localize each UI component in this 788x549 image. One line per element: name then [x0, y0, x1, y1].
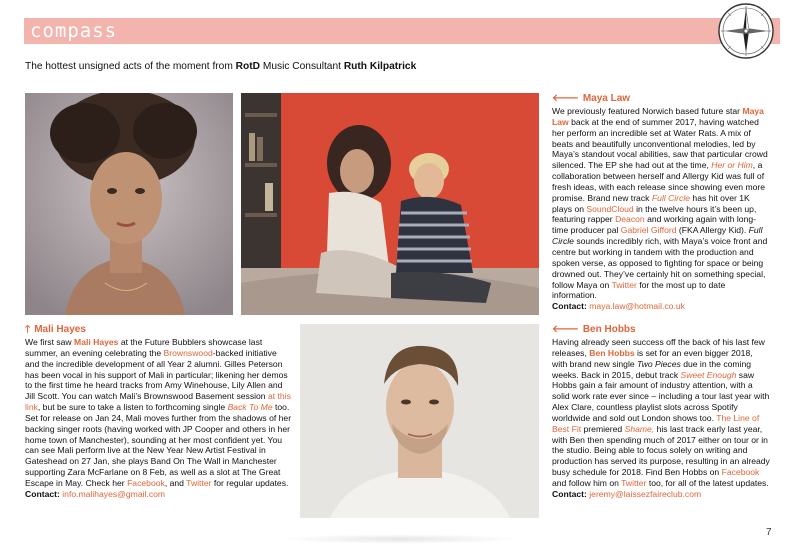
intro-lead: The hottest unsigned acts of the moment from — [25, 61, 236, 72]
arrow-up-icon: 🡑 — [25, 324, 31, 335]
artist-name[interactable]: Ben Hobbs — [589, 347, 635, 358]
body-text: due in the coming weeks. Back in 2015, debut track — [552, 358, 752, 380]
mali-hayes-photo — [25, 93, 233, 315]
body-text: saw Hobbs gain a fair amount of industry attention, with a solid work rate ever since – including a tour last year with Alex Clare, countless playlist slots across Spotify worldwide and sold out London shows too. — [552, 369, 770, 423]
contact-label: Contact: — [25, 488, 60, 499]
line-of-best-fit-link[interactable]: The Line of Best Fit — [552, 412, 760, 434]
body-text: back at the end of summer 2017, having watched her perform an incredible set at Water Rats. A mix of beats and beautifully unconventional melodies, led by Maya’s standout vocal abilities, saw that particular crowd silenced. The EP she had out at the time, — [552, 116, 768, 171]
body-text: and working again with long-time producer pal — [552, 214, 756, 236]
gabriel-gifford-link[interactable]: Gabriel Gifford — [620, 225, 677, 236]
body-text: (FKA Allergy Kid). — [676, 225, 749, 236]
compass-icon — [716, 1, 776, 61]
song-link[interactable]: Shame, — [624, 423, 655, 434]
song-link[interactable]: Back To Me — [227, 402, 273, 413]
mali-hayes-heading — [25, 324, 293, 336]
body-text: too. Set for release on Jan 24, Mali moves further from the shadows of her backing singer roots (having worked with JP Cooper and others in her home town of Manchester), sounding at her most confident yet. You can see Mali perform live at the New Year New Artist Festival in Gateshead on 27 Jan, she plays Band On The Wall in Manchester supporting Zara McFarlane on 8 Feb, as well as a slot at The Great Escape in May. Check her — [25, 402, 292, 488]
arrow-left-icon: 🡐 — [552, 93, 579, 104]
twitter-link[interactable]: Twitter — [611, 279, 637, 290]
header-band — [24, 18, 780, 44]
twitter-link[interactable]: Twitter — [186, 477, 212, 488]
song-link[interactable]: Sweet Enough — [680, 369, 737, 380]
body-text: for the most up to date information. — [552, 279, 726, 301]
ben-hobbs-article — [552, 324, 770, 500]
intro-mid: Music Consultant — [260, 61, 344, 72]
session-link[interactable]: at this link — [25, 391, 291, 413]
body-text: -backed initiative and the incredible development of all Year 2 alumni. Gilles Peterson has been vocal in his support of Mali in particular; likening her demos to the first time he heard tracks from Amy Winehouse, Lily Allen and Jill Scott. You can watch Mali’s Brownswood Basement session — [25, 347, 288, 402]
mali-hayes-body — [25, 337, 293, 489]
contact-email-link[interactable]: maya.law@hotmail.co.uk — [589, 301, 685, 312]
song-link[interactable]: Her or Him — [711, 160, 753, 171]
song-link[interactable]: Full Circle — [651, 192, 691, 203]
maya-law-article — [552, 93, 770, 312]
intro-author: Ruth Kilpatrick — [343, 61, 417, 72]
maya-law-photo — [241, 93, 539, 315]
artist-name[interactable]: Mali Hayes — [74, 337, 119, 347]
page-number: 7 — [766, 527, 772, 538]
facebook-link[interactable]: Facebook — [721, 467, 760, 478]
contact-label: Contact: — [552, 301, 587, 312]
body-text: , but be sure to take a listen to forthcoming single — [37, 402, 228, 413]
body-text: his last track early last year, with Ben then spending much of 2017 either on tour or in the studio. Being able to focus solely on writing and production has served its purpose, resulting in an already busy schedule for 2018. Find Ben Hobbs on — [552, 423, 770, 478]
intro-brand: RotD — [235, 61, 260, 72]
twitter-link[interactable]: Twitter — [621, 477, 647, 488]
body-text: for regular updates. — [211, 477, 289, 488]
body-text: premiered — [581, 423, 625, 434]
maya-law-contact — [552, 301, 770, 312]
body-text: is set for an even bigger 2018, with brand new single — [552, 347, 753, 369]
body-text: at the Future Bubblers showcase last summer, an evening celebrating the — [25, 337, 263, 358]
ben-hobbs-title: Ben Hobbs — [582, 324, 636, 335]
page-fold-shadow — [280, 534, 520, 544]
artist-name[interactable]: Maya Law — [552, 106, 764, 127]
body-text: and follow him on — [552, 477, 622, 488]
maya-law-heading — [552, 93, 770, 105]
ben-hobbs-body — [552, 337, 770, 489]
facebook-link[interactable]: Facebook — [127, 477, 165, 488]
contact-email-link[interactable]: jeremy@laissezfaireclub.com — [589, 488, 702, 499]
body-text: , a collaboration between herself and Allergy Kid was full of fresh ideas, with each release since showing even more promise. Brand new track — [552, 160, 766, 203]
song-title: Full Circle — [552, 225, 763, 247]
body-text: has hit over 1K plays on — [552, 192, 750, 214]
maya-law-body — [552, 106, 770, 301]
soundcloud-link[interactable]: SoundCloud — [586, 203, 634, 214]
intro-line — [25, 60, 416, 73]
mali-hayes-title: Mali Hayes — [34, 324, 86, 335]
body-text: Having already seen success off the back of his last few releases, — [552, 337, 765, 358]
arrow-left-icon: 🡐 — [552, 324, 579, 335]
contact-label: Contact: — [552, 488, 587, 499]
body-text: too, for all of the latest updates. — [646, 477, 769, 488]
maya-law-title: Maya Law — [582, 93, 631, 104]
deacon-link[interactable]: Deacon — [615, 214, 645, 225]
contact-email-link[interactable]: info.malihayes@gmail.com — [62, 488, 166, 499]
brownswood-link[interactable]: Brownswood — [163, 347, 213, 358]
mali-hayes-article — [25, 324, 293, 500]
body-text: sounds incredibly rich, with Maya’s voice front and centre but working in tandem with the production and spoken verse, as opposed to fighting for space or being drowned out. They’ve certainly hit on something special, follow Maya on — [552, 236, 768, 290]
body-text: , and — [164, 477, 187, 488]
section-title: compass — [30, 20, 118, 42]
body-text: We first saw — [25, 337, 75, 347]
ben-hobbs-photo — [300, 324, 539, 518]
mali-hayes-contact — [25, 489, 293, 500]
body-text: We previously featured Norwich based future star — [552, 106, 743, 116]
ben-hobbs-contact — [552, 489, 770, 500]
ben-hobbs-heading — [552, 324, 770, 336]
body-text: in the twelve hours it’s been up, featuring rapper — [552, 203, 757, 225]
song-title: Two Pieces — [637, 358, 681, 369]
